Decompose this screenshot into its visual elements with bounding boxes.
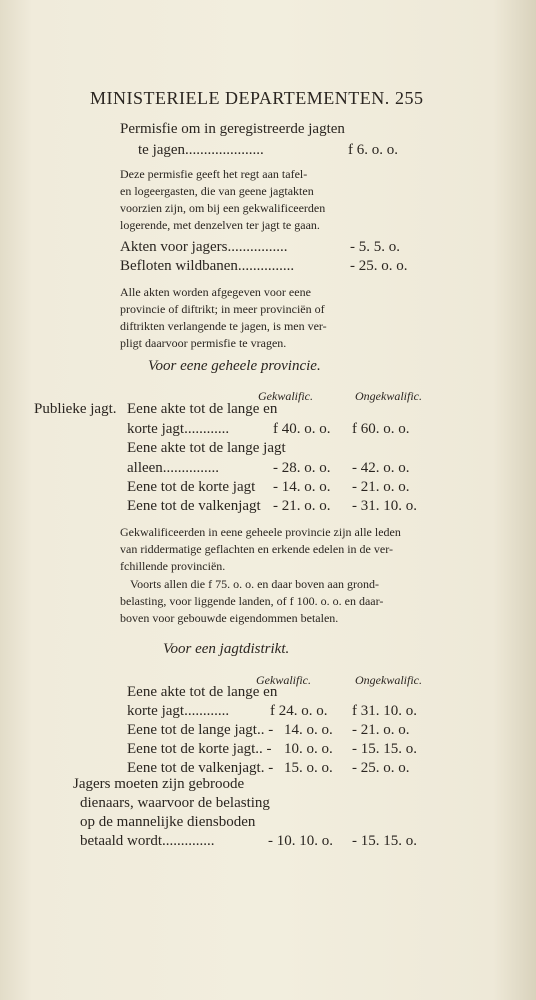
s1-row4-v1: - 28. o. o.: [273, 460, 331, 476]
note1-line-2: en logeergasten, die van geene jagtakten: [120, 184, 314, 198]
s1-row6-v1: - 21. o. o.: [273, 498, 331, 514]
besloten-amount: - 25. o. o.: [350, 258, 408, 274]
s2-row5-label: Eene tot de valkenjagt. -: [127, 760, 274, 776]
akten-amount: - 5. 5. o.: [350, 239, 400, 255]
section2-title: Voor een jagtdistrikt.: [163, 641, 290, 657]
s1-row2-v1: f 40. o. o.: [273, 421, 331, 437]
s2-row2-v2: f 31. 10. o.: [352, 703, 417, 719]
page-number: 255: [395, 88, 424, 108]
s1-row3-label: Eene akte tot de lange jagt: [127, 440, 286, 456]
s1-row4-label: alleen...............: [127, 460, 220, 476]
s2-row4-label: Eene tot de korte jagt.. -: [127, 741, 272, 757]
s1-row5-v2: - 21. o. o.: [352, 479, 410, 495]
permissie-amount: f 6. o. o.: [348, 142, 398, 158]
s2-row5-v2: - 25. o. o.: [352, 760, 410, 776]
side-label-publieke-jagt: Publieke jagt.: [34, 401, 117, 417]
s2-row3-v2: - 21. o. o.: [352, 722, 410, 738]
besloten-label: Befloten wildbanen...............: [120, 258, 295, 274]
s1-row2-v2: f 60. o. o.: [352, 421, 410, 437]
s2-row2-label: korte jagt............: [127, 703, 230, 719]
jagers-line-2: dienaars, waarvoor de belasting: [80, 795, 270, 811]
note3-line-4: Voorts allen die f 75. o. o. en daar boven aan grond-: [130, 577, 380, 591]
s1-row1-label: Eene akte tot de lange en: [127, 401, 278, 417]
note3-line-1: Gekwalificeerden in eene geheele provincie zijn alle leden: [120, 525, 401, 539]
s1-row5-label: Eene tot de korte jagt: [127, 479, 256, 495]
note2-line-4: pligt daarvoor permisfie te vragen.: [120, 336, 287, 350]
permissie-line-1: Permisfie om in geregistreerde jagten: [120, 121, 345, 137]
jagers-line-3: op de mannelijke diensboden: [80, 814, 256, 830]
note1-line-1: Deze permisfie geeft het regt aan tafel-: [120, 167, 308, 181]
s2-row3-v1: 14. o. o.: [284, 722, 333, 738]
section1-title: Voor eene geheele provincie.: [148, 358, 321, 374]
note1-line-3: voorzien zijn, om bij een gekwalificeerden: [120, 201, 326, 215]
note3-line-5: belasting, voor liggende landen, of f 100. o. o. en daar-: [120, 594, 384, 608]
s2-row4-v1: 10. o. o.: [284, 741, 333, 757]
running-head-title: MINISTERIELE DEPARTEMENTEN.: [90, 88, 390, 108]
s2-row1-label: Eene akte tot de lange en: [127, 684, 278, 700]
jagers-v1: - 10. 10. o.: [268, 833, 333, 849]
note3-line-2: van riddermatige geflachten en erkende edelen in de ver-: [120, 542, 393, 556]
section2-col2-header: Ongekwalific.: [355, 673, 422, 687]
permissie-line-2: te jagen.....................: [138, 142, 264, 158]
section1-col1-header: Gekwalific.: [258, 389, 313, 403]
s2-row4-v2: - 15. 15. o.: [352, 741, 417, 757]
section1-col2-header: Ongekwalific.: [355, 389, 422, 403]
s1-row6-v2: - 31. 10. o.: [352, 498, 417, 514]
s1-row6-label: Eene tot de valkenjagt: [127, 498, 261, 514]
akten-label: Akten voor jagers................: [120, 239, 288, 255]
s2-row3-label: Eene tot de lange jagt.. -: [127, 722, 274, 738]
jagers-line-4: betaald wordt..............: [80, 833, 215, 849]
note1-line-4: logerende, met denzelven ter jagt te gaan.: [120, 218, 320, 232]
s1-row5-v1: - 14. o. o.: [273, 479, 331, 495]
note2-line-2: provincie of diftrikt; in meer provinciën of: [120, 302, 325, 316]
s2-row5-v1: 15. o. o.: [284, 760, 333, 776]
s1-row2-label: korte jagt............: [127, 421, 230, 437]
s2-row2-v1: f 24. o. o.: [270, 703, 328, 719]
s1-row4-v2: - 42. o. o.: [352, 460, 410, 476]
note3-line-6: boven voor gebouwde eigendommen betalen.: [120, 611, 339, 625]
jagers-v2: - 15. 15. o.: [352, 833, 417, 849]
note2-line-1: Alle akten worden afgegeven voor eene: [120, 285, 311, 299]
jagers-line-1: Jagers moeten zijn gebroode: [73, 776, 245, 792]
section2-col1-header: Gekwalific.: [256, 673, 311, 687]
note3-line-3: fchillende provinciën.: [120, 559, 226, 573]
note2-line-3: diftrikten verlangende te jagen, is men ver-: [120, 319, 327, 333]
